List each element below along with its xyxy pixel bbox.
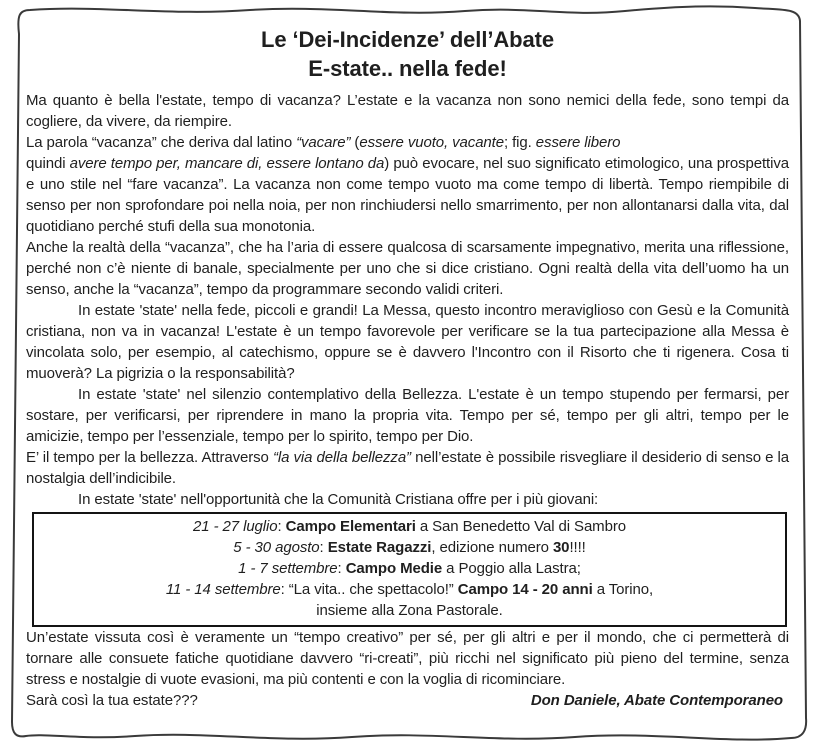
opportunita-paragraph: In estate 'state' nell'opportunità che la Comunità Cristiana offre per i più giovani: bbox=[78, 491, 599, 508]
via-bellezza-paragraph: E’ il tempo per la bellezza. Attraverso “la via della bellezza” nell’estate è possibile risvegliare il desiderio di senso e la nostalgia dell’indicibile. bbox=[26, 449, 789, 487]
camp-line-zona-pastorale: insieme alla Zona Pastorale. bbox=[316, 602, 503, 619]
signature: Don Daniele, Abate Contemporaneo bbox=[530, 692, 783, 709]
vacanza-reflection-paragraph: Anche la realtà della “vacanza”, che ha l’aria di essere qualcosa di scarsamente impegnativo, merita una riflessione, perché non c’è niente di banale, specialmente per uno che si dice cristiano. Ogni realtà della vita dell’uomo ha un senso, anche la “vacanza”, tempo da programmare secondo validi criteri. bbox=[26, 239, 789, 298]
camp-line-medie: 1 - 7 settembre: Campo Medie a Poggio alla Lastra; bbox=[238, 560, 581, 577]
intro-paragraph: Ma quanto è bella l'estate, tempo di vacanza? L’estate e la vacanza non sono nemici della fede, sono tempi da cogliere, da vivere, da riempire. bbox=[26, 92, 789, 130]
footer-row bbox=[26, 690, 789, 711]
title-line-1: Le ‘Dei-Incidenze’ dell’Abate bbox=[261, 27, 554, 52]
estate-silenzio-paragraph: In estate 'state' nel silenzio contemplativo della Bellezza. L'estate è un tempo stupendo per fermarsi, per sostare, per verificarsi, per riprendere in mano la propria vita. Tempo per sé, tempo per gli altri, tempo per le amicizie, tempo per l’essenziale, tempo per lo spirito, tempo per Dio. bbox=[26, 386, 789, 445]
closing-paragraph: Un’estate vissuta così è veramente un “tempo creativo” per sé, per gli altri e per il mondo, che ci permetterà di tornare alle consuete fatiche quotidiane davvero “ri-creati”, più ricchi nel significato più pieno del termine, senza stress e nostalgie di vuote evasioni, ma più contenti e con la voglia di ricominciare. bbox=[26, 629, 789, 688]
title-line-2: E-state.. nella fede! bbox=[308, 56, 507, 81]
camps-box bbox=[32, 512, 787, 627]
camp-line-14-20-anni: 11 - 14 settembre: “La vita.. che spettacolo!” Campo 14 - 20 anni a Torino, bbox=[165, 581, 654, 598]
camp-line-estate-ragazzi: 5 - 30 agosto: Estate Ragazzi, edizione numero 30!!!! bbox=[233, 539, 586, 556]
camp-line-elementari: 21 - 27 luglio: Campo Elementari a San Benedetto Val di Sambro bbox=[193, 518, 626, 535]
bulletin-content bbox=[26, 25, 789, 738]
closing-question: Sarà così la tua estate??? bbox=[26, 692, 198, 709]
vacanza-etymology-paragraph: La parola “vacanza” che deriva dal latino “vacare” (essere vuoto, vacante; fig. essere libero quindi avere tempo per, mancare di, essere lontano da) può evocare, nel suo significato etimologico, una prospettiva e uno stile nel “fare vacanza”. La vacanza non come tempo vuoto ma come tempo di libertà. Tempo riempibile di senso per non sprofondare poi nella noia, per non rinchiudersi nello smarrimento, per non allontanarsi dalla vita, dal quotidiano perché stufi della sua monotonia. bbox=[26, 134, 789, 235]
bulletin-title bbox=[26, 25, 789, 83]
estate-fede-paragraph: In estate 'state' nella fede, piccoli e grandi! La Messa, questo incontro meraviglioso con Gesù e la Comunità cristiana, non va in vacanza! L'estate è un tempo favorevole per verificare se la tua partecipazione alla Messa è vincolata solo, per esempio, al catechismo, oppure se è davvero l'Incontro con il Risorto che ti rigenera. Cosa ti muoverà? La pigrizia o la responsabilità? bbox=[26, 302, 789, 382]
